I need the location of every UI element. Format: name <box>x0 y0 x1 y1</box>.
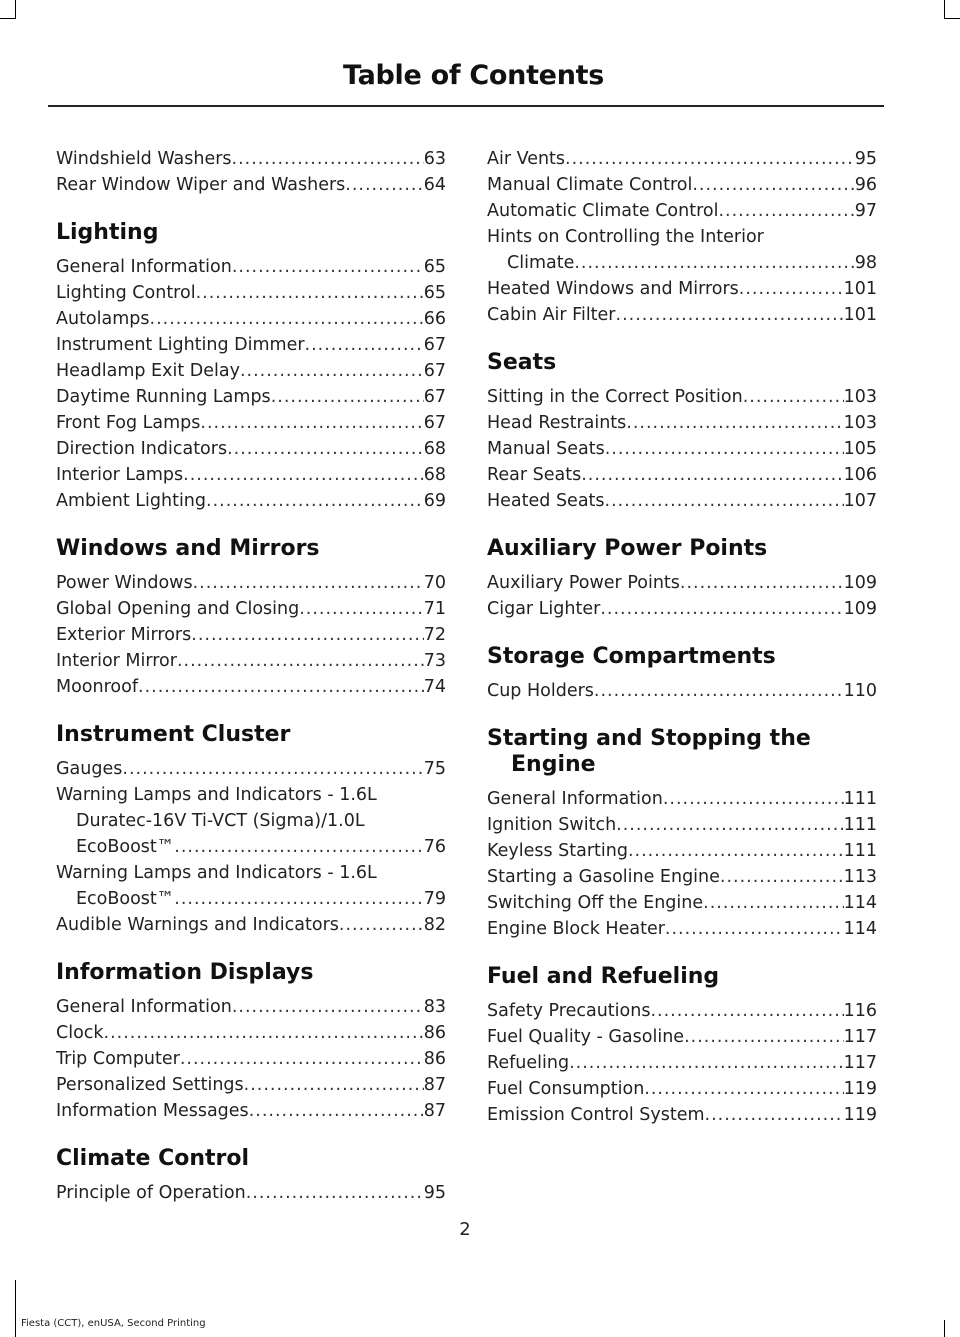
toc-entry[interactable] <box>56 674 446 700</box>
toc-page-number: 75 <box>423 759 446 779</box>
dot-leader <box>122 756 423 782</box>
dot-leader <box>345 172 423 198</box>
dot-leader <box>628 838 844 864</box>
toc-entry-title: Starting a Gasoline Engine <box>487 867 720 887</box>
toc-entry-title: Engine Block Heater <box>487 919 665 939</box>
toc-page-number: 72 <box>423 625 446 645</box>
toc-entry[interactable] <box>56 994 446 1020</box>
dot-leader <box>227 436 424 462</box>
toc-page-number: 83 <box>423 997 446 1017</box>
toc-entry-title: General Information <box>56 257 232 277</box>
dot-leader <box>581 462 843 488</box>
dot-leader <box>299 596 424 622</box>
toc-entry[interactable] <box>56 280 446 306</box>
toc-page-number: 114 <box>843 893 877 913</box>
dot-leader <box>232 994 424 1020</box>
toc-entry[interactable] <box>487 384 877 410</box>
toc-entry[interactable] <box>487 224 877 276</box>
toc-entry[interactable] <box>487 1102 877 1128</box>
toc-page-number: 101 <box>843 279 877 299</box>
dot-leader <box>663 786 844 812</box>
toc-page-number: 87 <box>423 1075 446 1095</box>
dot-leader <box>739 276 844 302</box>
dot-leader <box>138 674 424 700</box>
toc-entry[interactable] <box>487 998 877 1024</box>
toc-entry[interactable] <box>487 1076 877 1102</box>
toc-entry[interactable] <box>487 198 877 224</box>
toc-entry[interactable] <box>56 782 446 860</box>
toc-entry-title: Information Messages <box>56 1101 249 1121</box>
toc-entry-title: Audible Warnings and Indicators <box>56 915 339 935</box>
toc-entry-title: Autolamps <box>56 309 150 329</box>
toc-entry[interactable] <box>56 1046 446 1072</box>
toc-entry[interactable] <box>56 358 446 384</box>
toc-entry[interactable] <box>56 570 446 596</box>
dot-leader <box>174 834 423 860</box>
dot-leader <box>206 488 424 514</box>
dot-leader <box>174 886 423 912</box>
toc-entry[interactable] <box>487 436 877 462</box>
crop-mark-top-right-h <box>944 18 960 19</box>
toc-page-number: 110 <box>843 681 877 701</box>
dot-leader <box>665 916 844 942</box>
dot-leader <box>569 1050 844 1076</box>
toc-entry[interactable] <box>56 306 446 332</box>
toc-entry-last-line <box>56 834 446 860</box>
toc-page-number: 106 <box>843 465 877 485</box>
toc-entry-title: Principle of Operation <box>56 1183 246 1203</box>
crop-mark-top-left-v <box>15 0 16 18</box>
toc-page-number: 114 <box>843 919 877 939</box>
toc-page-number: 74 <box>423 677 446 697</box>
toc-entry[interactable] <box>487 172 877 198</box>
section-heading-line: Starting and Stopping the <box>487 726 811 751</box>
dot-leader <box>680 570 844 596</box>
dot-leader <box>191 622 423 648</box>
toc-page-number: 109 <box>843 599 877 619</box>
section-heading-line: Engine <box>511 752 596 777</box>
dot-leader <box>718 198 854 224</box>
toc-entry[interactable] <box>487 462 877 488</box>
toc-entry-title: Direction Indicators <box>56 439 228 459</box>
toc-page-number: 66 <box>423 309 446 329</box>
toc-page-number: 116 <box>843 1001 877 1021</box>
toc-page-number: 71 <box>423 599 446 619</box>
toc-page-number: 97 <box>854 201 877 221</box>
section-heading: Windows and Mirrors <box>56 536 320 561</box>
toc-entry-title: Moonroof <box>56 677 138 697</box>
toc-page-number: 119 <box>843 1105 877 1125</box>
toc-page-number: 96 <box>854 175 877 195</box>
toc-entry-title: Headlamp Exit Delay <box>56 361 240 381</box>
toc-entry-title: Refueling <box>487 1053 570 1073</box>
toc-entry-title: Global Opening and Closing <box>56 599 300 619</box>
dot-leader <box>626 410 843 436</box>
toc-entry[interactable] <box>56 436 446 462</box>
dot-leader <box>705 1102 844 1128</box>
toc-entry-title-line: Warning Lamps and Indicators - 1.6L <box>56 785 377 805</box>
toc-entry[interactable] <box>56 860 446 912</box>
toc-entry[interactable] <box>56 1072 446 1098</box>
toc-entry[interactable] <box>56 172 446 198</box>
dot-leader <box>246 1180 424 1206</box>
toc-page-number: 117 <box>843 1027 877 1047</box>
dot-leader <box>244 1072 424 1098</box>
toc-entry[interactable] <box>56 488 446 514</box>
dot-leader <box>232 254 424 280</box>
toc-entry-title-line: Hints on Controlling the Interior <box>487 227 764 247</box>
dot-leader <box>232 146 424 172</box>
toc-entry-title: Windshield Washers <box>56 149 232 169</box>
toc-entry[interactable] <box>56 912 446 938</box>
dot-leader <box>339 912 424 938</box>
dot-leader <box>684 1024 844 1050</box>
section-heading: Fuel and Refueling <box>487 964 720 989</box>
toc-page-number: 105 <box>843 439 877 459</box>
toc-entry-title-line: EcoBoost™ <box>76 889 175 909</box>
dot-leader <box>305 332 424 358</box>
toc-entry[interactable] <box>56 648 446 674</box>
dot-leader <box>616 812 843 838</box>
dot-leader <box>605 436 844 462</box>
toc-entry[interactable] <box>487 812 877 838</box>
toc-entry[interactable] <box>487 1024 877 1050</box>
toc-entry-title: Automatic Climate Control <box>487 201 719 221</box>
toc-page-number: 87 <box>423 1101 446 1121</box>
toc-entry-title: Safety Precautions <box>487 1001 651 1021</box>
toc-entry[interactable] <box>487 276 877 302</box>
toc-entry[interactable] <box>56 462 446 488</box>
dot-leader <box>183 462 424 488</box>
toc-entry[interactable] <box>487 678 877 704</box>
toc-page-number: 64 <box>423 175 446 195</box>
toc-entry[interactable] <box>487 570 877 596</box>
toc-page-number: 103 <box>843 387 877 407</box>
toc-left-column <box>56 146 446 1206</box>
dot-leader <box>180 1046 424 1072</box>
toc-entry[interactable] <box>56 1098 446 1124</box>
dot-leader <box>600 596 843 622</box>
toc-entry[interactable] <box>487 146 877 172</box>
dot-leader <box>644 1076 843 1102</box>
toc-page-number: 67 <box>423 413 446 433</box>
dot-leader <box>196 280 424 306</box>
toc-entry-title: Personalized Settings <box>56 1075 244 1095</box>
toc-page-number: 98 <box>854 253 877 273</box>
dot-leader <box>692 172 854 198</box>
section-heading: Lighting <box>56 220 159 245</box>
dot-leader <box>565 146 855 172</box>
toc-entry-title: Daytime Running Lamps <box>56 387 271 407</box>
toc-entry-title: Clock <box>56 1023 104 1043</box>
toc-entry[interactable] <box>56 1180 446 1206</box>
toc-entry[interactable] <box>56 622 446 648</box>
toc-entry-title-line: EcoBoost™ <box>76 837 175 857</box>
dot-leader <box>249 1098 424 1124</box>
toc-entry-title: Fuel Quality - Gasoline <box>487 1027 685 1047</box>
toc-entry-title: Heated Seats <box>487 491 605 511</box>
toc-entry-title-line: Duratec-16V Ti-VCT (Sigma)/1.0L <box>76 811 365 831</box>
dot-leader <box>271 384 424 410</box>
toc-entry-title: Manual Climate Control <box>487 175 693 195</box>
dot-leader <box>200 410 423 436</box>
toc-entry-title: Ignition Switch <box>487 815 617 835</box>
toc-entry[interactable] <box>487 596 877 622</box>
toc-entry-title: Auxiliary Power Points <box>487 573 680 593</box>
toc-entry-title: Ambient Lighting <box>56 491 207 511</box>
toc-entry[interactable] <box>56 1020 446 1046</box>
toc-entry-title: General Information <box>56 997 232 1017</box>
toc-entry[interactable] <box>56 596 446 622</box>
toc-entry-title: Power Windows <box>56 573 193 593</box>
section-heading: Seats <box>487 350 557 375</box>
toc-entry-title-line: Climate <box>507 253 575 273</box>
dot-leader <box>150 306 424 332</box>
crop-mark-bottom-left-v <box>15 1280 16 1337</box>
toc-entry-title: Rear Seats <box>487 465 582 485</box>
toc-entry-title: Interior Lamps <box>56 465 184 485</box>
page-title: Table of Contents <box>342 60 604 91</box>
toc-entry-title: Exterior Mirrors <box>56 625 192 645</box>
toc-page-number: 68 <box>423 465 446 485</box>
dot-leader <box>240 358 424 384</box>
toc-page-number: 95 <box>423 1183 446 1203</box>
toc-page-number: 67 <box>423 335 446 355</box>
toc-entry[interactable] <box>487 916 877 942</box>
toc-page-number: 103 <box>843 413 877 433</box>
toc-entry-title: Air Vents <box>487 149 566 169</box>
toc-entry-title: Gauges <box>56 759 123 779</box>
toc-entry-title: Head Restraints <box>487 413 627 433</box>
toc-page-number: 111 <box>843 841 877 861</box>
toc-page-number: 95 <box>854 149 877 169</box>
toc-entry[interactable] <box>487 838 877 864</box>
dot-leader <box>177 648 424 674</box>
toc-page-number: 73 <box>423 651 446 671</box>
toc-entry-title: Instrument Lighting Dimmer <box>56 335 305 355</box>
toc-entry[interactable] <box>56 332 446 358</box>
toc-page-number: 68 <box>423 439 446 459</box>
section-heading: Information Displays <box>56 960 314 985</box>
toc-page-number: 79 <box>423 889 446 909</box>
toc-entry-title: Front Fog Lamps <box>56 413 201 433</box>
dot-leader <box>720 864 844 890</box>
toc-entry-title: Switching Off the Engine <box>487 893 704 913</box>
toc-page-number: 65 <box>423 283 446 303</box>
dot-leader <box>574 250 854 276</box>
toc-entry[interactable] <box>487 890 877 916</box>
toc-entry-title: Manual Seats <box>487 439 605 459</box>
toc-entry[interactable] <box>487 302 877 328</box>
toc-page-number: 82 <box>423 915 446 935</box>
toc-right-column <box>487 146 877 1128</box>
toc-page-number: 109 <box>843 573 877 593</box>
toc-entry[interactable] <box>487 488 877 514</box>
toc-page-number: 111 <box>843 789 877 809</box>
toc-entry[interactable] <box>56 146 446 172</box>
toc-page-number: 63 <box>423 149 446 169</box>
dot-leader <box>650 998 843 1024</box>
toc-page-number: 76 <box>423 837 446 857</box>
section-heading: Storage Compartments <box>487 644 776 669</box>
toc-page-number: 65 <box>423 257 446 277</box>
edition-footer: Fiesta (CCT), enUSA, Second Printing <box>21 1318 206 1329</box>
toc-entry[interactable] <box>487 864 877 890</box>
section-heading: Instrument Cluster <box>56 722 291 747</box>
toc-entry[interactable] <box>487 786 877 812</box>
toc-entry-title: Trip Computer <box>56 1049 180 1069</box>
toc-entry-title: Sitting in the Correct Position <box>487 387 743 407</box>
toc-page-number: 119 <box>843 1079 877 1099</box>
toc-entry-title: General Information <box>487 789 663 809</box>
toc-entry-title: Cup Holders <box>487 681 594 701</box>
page-number: 2 <box>459 1219 471 1240</box>
toc-page-number: 86 <box>423 1049 446 1069</box>
toc-entry-title: Heated Windows and Mirrors <box>487 279 739 299</box>
dot-leader <box>594 678 844 704</box>
toc-entry[interactable] <box>56 384 446 410</box>
toc-page-number: 113 <box>843 867 877 887</box>
toc-entry-title: Emission Control System <box>487 1105 705 1125</box>
toc-page-number: 111 <box>843 815 877 835</box>
toc-entry[interactable] <box>56 410 446 436</box>
toc-entry-title: Cabin Air Filter <box>487 305 616 325</box>
dot-leader <box>193 570 424 596</box>
toc-entry[interactable] <box>487 410 877 436</box>
section-heading <box>487 726 877 778</box>
dot-leader <box>703 890 843 916</box>
dot-leader <box>104 1020 424 1046</box>
toc-page-number: 70 <box>423 573 446 593</box>
toc-entry[interactable] <box>56 254 446 280</box>
toc-page-number: 117 <box>843 1053 877 1073</box>
toc-page-number: 101 <box>843 305 877 325</box>
toc-entry[interactable] <box>487 1050 877 1076</box>
toc-entry-last-line <box>56 886 446 912</box>
toc-entry-title: Interior Mirror <box>56 651 177 671</box>
toc-entry-title: Keyless Starting <box>487 841 628 861</box>
toc-page-number: 67 <box>423 361 446 381</box>
toc-entry-title: Lighting Control <box>56 283 196 303</box>
toc-page-number: 86 <box>423 1023 446 1043</box>
section-heading: Climate Control <box>56 1146 250 1171</box>
dot-leader <box>605 488 844 514</box>
toc-entry-title: Rear Window Wiper and Washers <box>56 175 346 195</box>
header-rule <box>48 105 884 107</box>
toc-entry-last-line <box>487 250 877 276</box>
toc-entry-title: Fuel Consumption <box>487 1079 645 1099</box>
toc-page-number: 67 <box>423 387 446 407</box>
dot-leader <box>616 302 844 328</box>
toc-entry-title: Cigar Lighter <box>487 599 601 619</box>
crop-mark-bottom-right-v <box>944 1320 945 1337</box>
toc-page-number: 69 <box>423 491 446 511</box>
section-heading: Auxiliary Power Points <box>487 536 768 561</box>
dot-leader <box>743 384 844 410</box>
crop-mark-top-right-v <box>944 0 945 18</box>
toc-page-number: 107 <box>843 491 877 511</box>
crop-mark-top-left-h <box>0 18 16 19</box>
toc-entry-title-line: Warning Lamps and Indicators - 1.6L <box>56 863 377 883</box>
toc-entry[interactable] <box>56 756 446 782</box>
